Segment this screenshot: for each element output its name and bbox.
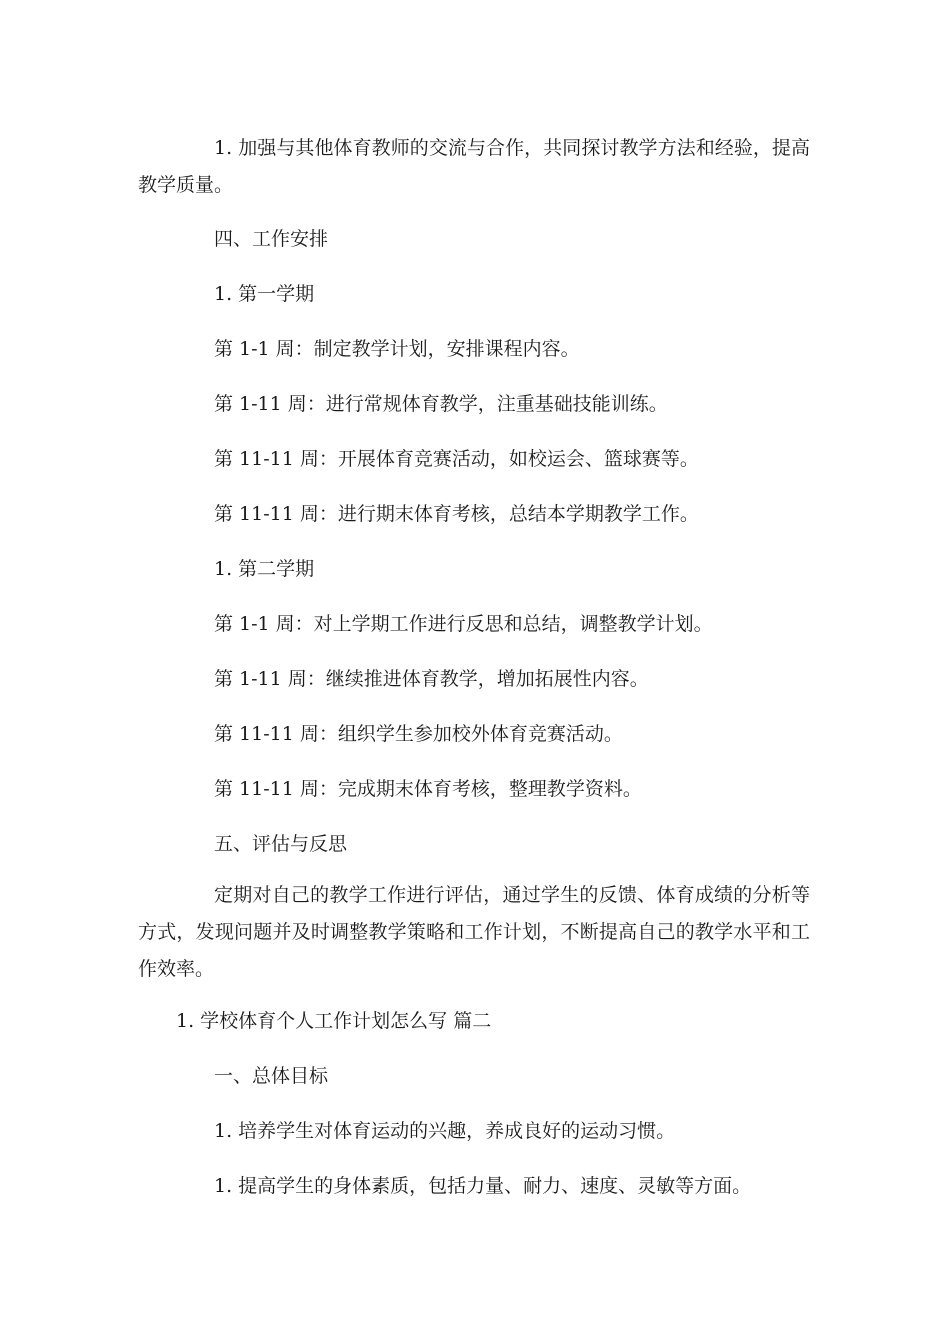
heading-overall-goals: 一、总体目标 — [214, 1065, 329, 1087]
schedule-item: 第 1-11 周：进行常规体育教学，注重基础技能训练。 — [214, 393, 668, 415]
heading-work-arrangement: 四、工作安排 — [214, 228, 329, 250]
subheading-second-semester: 1. 第二学期 — [214, 558, 315, 580]
schedule-item: 第 11-11 周：组织学生参加校外体育竞赛活动。 — [214, 723, 623, 745]
schedule-item: 第 1-11 周：继续推进体育教学，增加拓展性内容。 — [214, 668, 649, 690]
schedule-item: 第 1-1 周：制定教学计划，安排课程内容。 — [214, 338, 580, 360]
paragraph-evaluation: 定期对自己的教学工作进行评估，通过学生的反馈、体育成绩的分析等方式，发现问题并及时调整教学策略和工作计划，不断提高自己的教学水平和工作效率。 — [138, 884, 810, 980]
heading-evaluation-reflection: 五、评估与反思 — [214, 833, 348, 855]
schedule-item: 第 11-11 周：完成期末体育考核，整理教学资料。 — [214, 778, 642, 800]
subheading-first-semester: 1. 第一学期 — [214, 283, 315, 305]
section-title-part-two: 1. 学校体育个人工作计划怎么写 篇二 — [176, 1010, 492, 1032]
schedule-item: 第 11-11 周：开展体育竞赛活动，如校运会、篮球赛等。 — [214, 448, 699, 470]
schedule-item: 第 1-1 周：对上学期工作进行反思和总结，调整教学计划。 — [214, 613, 713, 635]
schedule-item: 第 11-11 周：进行期末体育考核，总结本学期教学工作。 — [214, 503, 699, 525]
goal-item: 1. 提高学生的身体素质，包括力量、耐力、速度、灵敏等方面。 — [214, 1175, 752, 1197]
goal-item: 1. 培养学生对体育运动的兴趣，养成良好的运动习惯。 — [214, 1120, 676, 1142]
paragraph-exchange-cooperation: 1. 加强与其他体育教师的交流与合作，共同探讨教学方法和经验，提高教学质量。 — [138, 137, 810, 196]
